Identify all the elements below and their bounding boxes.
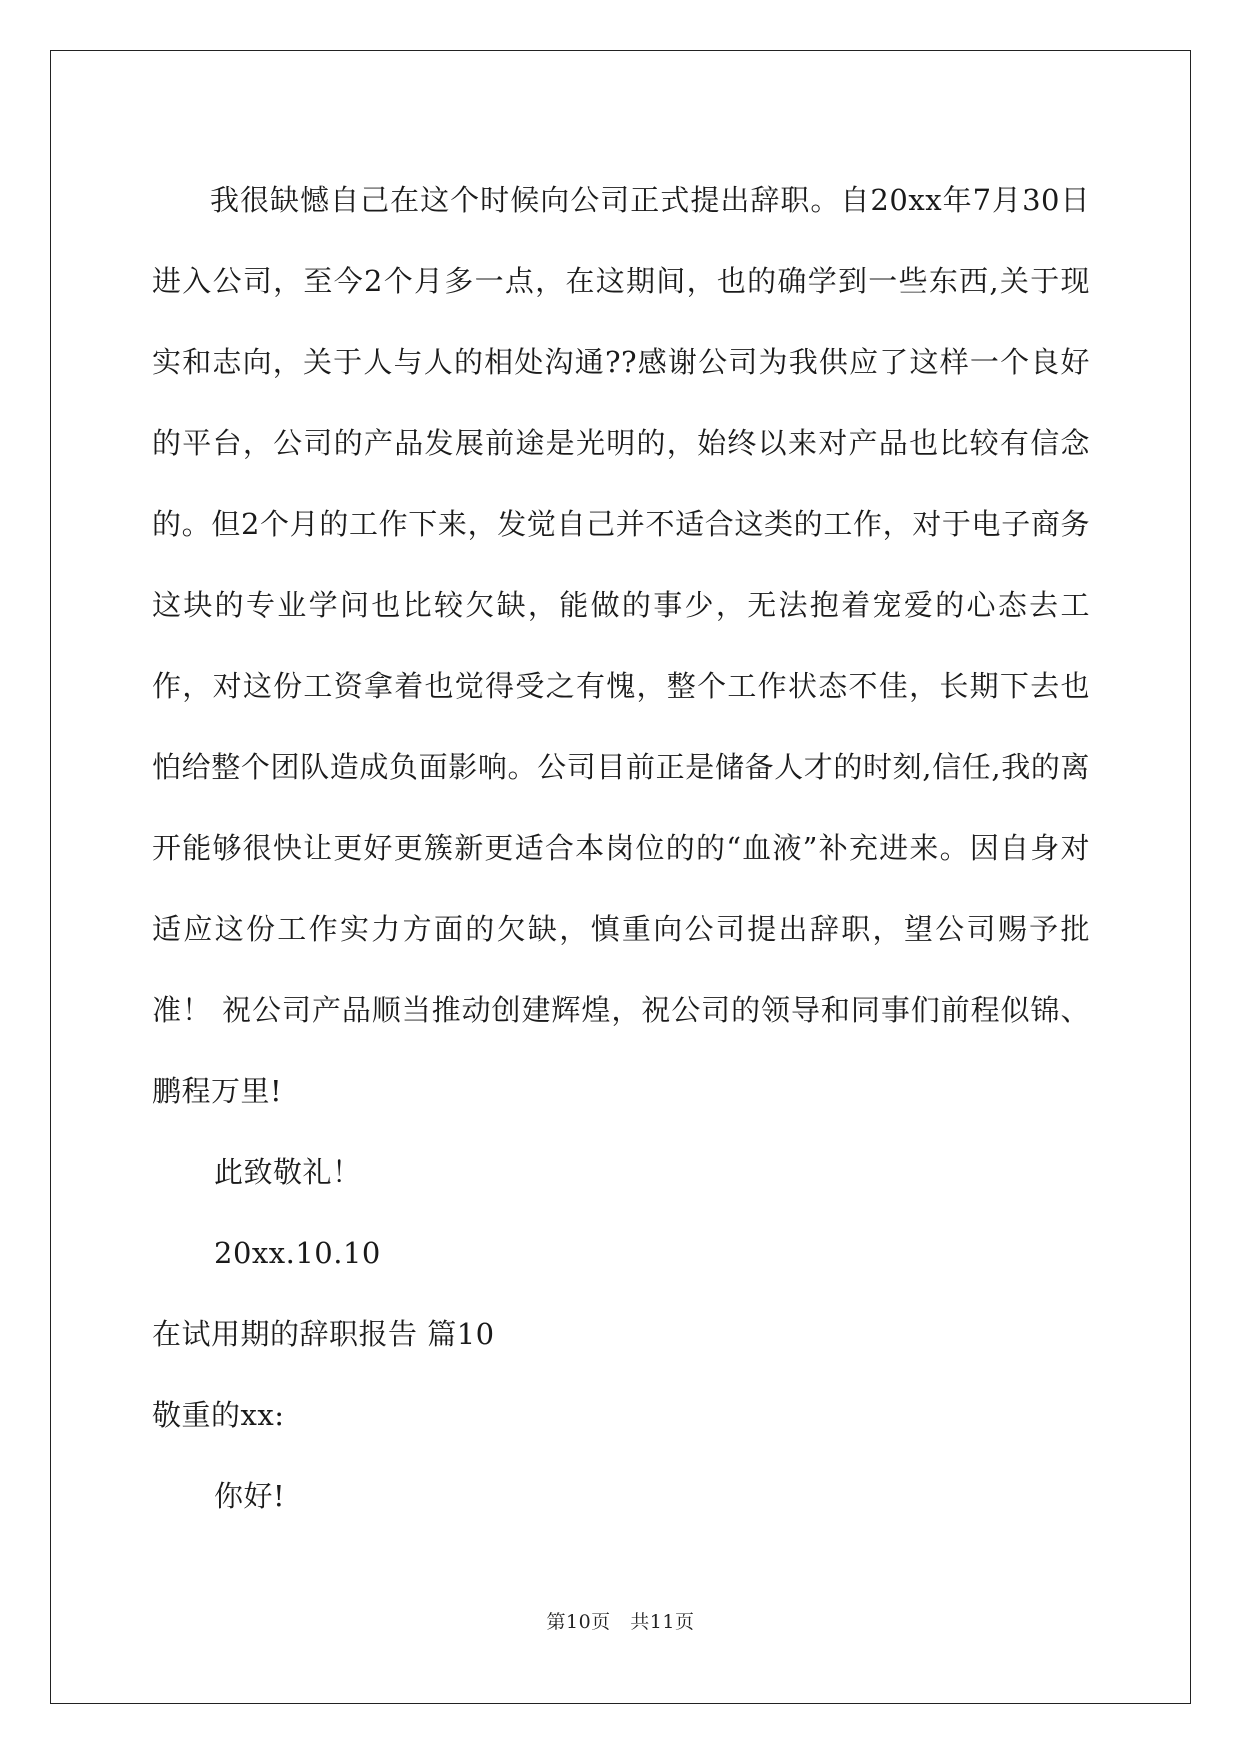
page-number-label: 第10页 共11页: [546, 1611, 695, 1633]
body-paragraph: 我很缺憾自己在这个时候向公司正式提出辞职。自20xx年7月30日进入公司，至今2个月多一点，在这期间，也的确学到一些东西,关于现实和志向，关于人与人的相处沟通??感谢公司为我供应了这样一个良好的平台，公司的产品发展前途是光明的，始终以来对产品也比较有信念的。但2个月的工作下来，发觉自己并不适合这类的工作，对于电子商务这块的专业学问也比较欠缺，能做的事少，无法抱着宠爱的心态去工作，对这份工资拿着也觉得受之有愧，整个工作状态不佳，长期下去也怕给整个团队造成负面影响。公司目前正是储备人才的时刻,信任,我的离开能够很快让更好更簇新更适合本岗位的的“血液”补充进来。因自身对适应这份工作实力方面的欠缺，慎重向公司提出辞职，望公司赐予批准！ 祝公司产品顺当推动创建辉煌，祝公司的领导和同事们前程似锦、鹏程万里!: [152, 183, 1090, 1108]
date-line: 20xx.10.10: [214, 1236, 381, 1270]
page-footer: [0, 1607, 1241, 1634]
document-body: [152, 160, 1090, 1537]
section-title: 在试用期的辞职报告 篇10: [152, 1317, 495, 1351]
closing-line: 此致敬礼！: [214, 1155, 362, 1189]
greeting-line: 你好!: [214, 1479, 286, 1513]
salutation-line: 敬重的xx:: [152, 1398, 285, 1432]
